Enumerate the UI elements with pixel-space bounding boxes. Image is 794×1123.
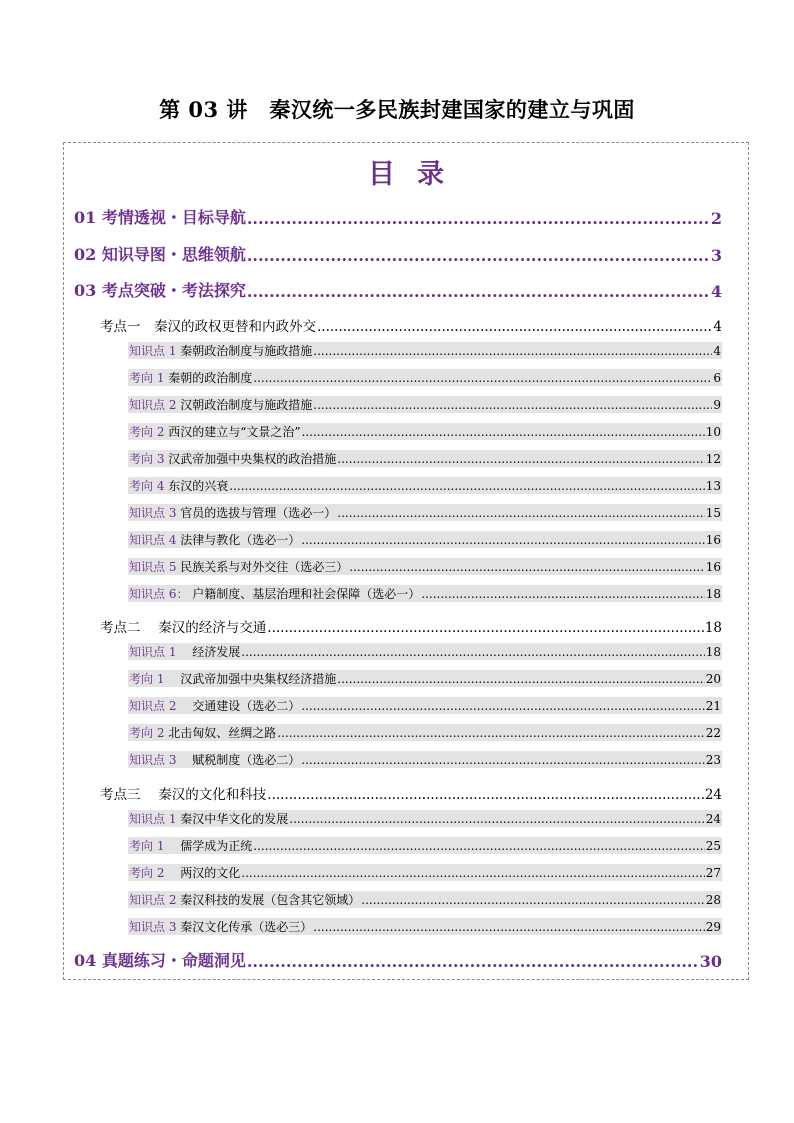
toc-entry-text: 秦朝的政治制度 — [168, 371, 253, 385]
toc-entry-tag: 考向 3 — [129, 452, 169, 466]
toc-entry[interactable] — [128, 724, 722, 741]
toc-entry[interactable] — [100, 313, 722, 335]
toc-entry-label: 考点二 秦汉的经济与交通 — [100, 620, 267, 636]
toc-entry-tag: 知识点 6： — [129, 587, 193, 601]
toc-entry[interactable] — [128, 477, 722, 494]
toc-entry[interactable] — [128, 396, 722, 413]
toc-leader-dots — [241, 866, 704, 880]
toc-entry-tag: 考向 2 — [129, 726, 169, 740]
toc-page-number: 16 — [705, 532, 721, 547]
table-of-contents — [63, 142, 749, 980]
toc-entry-tag: 考向 1 — [129, 839, 169, 853]
toc-entry-tag: 知识点 1 — [129, 812, 181, 826]
toc-leader-dots — [247, 246, 710, 265]
toc-leader-dots — [301, 533, 704, 547]
toc-page-number: 2 — [710, 209, 722, 228]
toc-leader-dots — [247, 952, 699, 971]
toc-entry[interactable] — [74, 947, 722, 971]
toc-page-number: 3 — [710, 246, 722, 265]
toc-entry-label: 02 知识导图・思维领航 — [74, 245, 246, 264]
toc-entry-text: 东汉的兴衰 — [168, 479, 229, 493]
toc-page-number: 13 — [705, 478, 721, 493]
toc-entry-text: 秦汉中华文化的发展 — [180, 812, 289, 826]
toc-entry-tag: 考向 1 — [129, 672, 169, 686]
toc-entry-tag: 知识点 3 — [129, 753, 181, 767]
toc-leader-dots — [301, 699, 704, 713]
toc-entry[interactable] — [128, 670, 722, 687]
toc-entry-text: 经济发展 — [180, 645, 241, 659]
toc-leader-dots — [277, 726, 704, 740]
toc-entry-label — [129, 369, 252, 386]
toc-entry-label — [129, 342, 312, 359]
toc-entry[interactable] — [128, 531, 722, 548]
toc-entry-tag: 知识点 2 — [129, 699, 181, 713]
toc-page-number: 28 — [705, 892, 721, 907]
toc-entry[interactable] — [74, 277, 722, 301]
toc-leader-dots — [337, 672, 704, 686]
toc-leader-dots — [301, 753, 704, 767]
toc-leader-dots — [317, 319, 712, 335]
toc-entry[interactable] — [128, 423, 722, 440]
toc-entry[interactable] — [128, 751, 722, 768]
toc-entry-tag: 考向 2 — [129, 866, 169, 880]
toc-entry-text: 汉武帝加强中央集权经济措施 — [168, 672, 337, 686]
toc-entry-tag: 知识点 4 — [129, 533, 181, 547]
toc-entry-label: 04 真题练习・命题洞见 — [74, 951, 246, 970]
toc-entry-text: 民族关系与对外交往（选必三） — [180, 560, 349, 574]
toc-entry-text: 交通建设（选必二） — [180, 699, 301, 713]
toc-heading: 目录 — [368, 159, 466, 190]
toc-leader-dots — [313, 344, 712, 358]
toc-entry-tag: 知识点 2 — [129, 398, 181, 412]
toc-page-number: 12 — [705, 451, 721, 466]
toc-page-number: 21 — [705, 698, 721, 713]
toc-entry-tag: 知识点 5 — [129, 560, 181, 574]
toc-entry-text: 赋税制度（选必二） — [180, 753, 301, 767]
toc-leader-dots — [229, 479, 704, 493]
toc-leader-dots — [241, 645, 704, 659]
toc-page-number: 6 — [713, 370, 721, 385]
toc-page-number: 15 — [705, 505, 721, 520]
toc-entry-text: 户籍制度、基层治理和社会保障（选必一） — [192, 587, 421, 601]
toc-entry-label — [129, 504, 336, 521]
toc-entry-label: 考点三 秦汉的文化和科技 — [100, 787, 267, 803]
toc-page-number: 18 — [705, 644, 721, 659]
toc-leader-dots — [337, 452, 704, 466]
toc-entry-label — [129, 810, 288, 827]
toc-entry-label: 考点一 秦汉的政权更替和内政外交 — [100, 319, 316, 335]
toc-entry[interactable] — [128, 643, 722, 660]
toc-leader-dots — [421, 587, 704, 601]
toc-page-number: 22 — [705, 725, 721, 740]
toc-leader-dots — [253, 839, 704, 853]
toc-page-number: 4 — [713, 343, 721, 358]
toc-page-number: 10 — [705, 424, 721, 439]
page-title: 第 03 讲 秦汉统一多民族封建国家的建立与巩固 — [159, 97, 635, 122]
toc-page-number: 23 — [705, 752, 721, 767]
toc-page-number: 18 — [704, 620, 722, 636]
toc-entry-label — [129, 643, 240, 660]
toc-entry-label — [129, 864, 240, 881]
toc-page-number: 20 — [705, 671, 721, 686]
toc-entry-tag: 知识点 3 — [129, 920, 181, 934]
toc-entry-label — [129, 751, 300, 768]
toc-page-number: 16 — [705, 559, 721, 574]
toc-entry-tag: 知识点 2 — [129, 893, 181, 907]
toc-leader-dots — [289, 812, 704, 826]
toc-leader-dots — [313, 920, 704, 934]
toc-entry-label — [129, 531, 300, 548]
toc-entry-label — [129, 396, 312, 413]
toc-entry-label: 01 考情透视・目标导航 — [74, 208, 246, 227]
toc-entry-text: 法律与教化（选必一） — [180, 533, 301, 547]
toc-entry[interactable] — [128, 504, 722, 521]
toc-entry-text: 汉朝政治制度与施政措施 — [180, 398, 313, 412]
toc-entry-label — [129, 837, 252, 854]
toc-leader-dots — [247, 282, 710, 301]
toc-entry-text: 秦朝政治制度与施政措施 — [180, 344, 313, 358]
toc-entry-text: 秦汉科技的发展（包含其它领域） — [180, 893, 361, 907]
toc-entry[interactable] — [74, 241, 722, 265]
toc-page-number: 24 — [704, 787, 722, 803]
toc-entry-tag: 知识点 3 — [129, 506, 181, 520]
toc-entry[interactable] — [100, 781, 722, 803]
toc-leader-dots — [361, 893, 704, 907]
toc-entry-label — [129, 670, 336, 687]
toc-entry-label — [129, 697, 300, 714]
toc-entry[interactable] — [100, 614, 722, 636]
toc-page-number: 30 — [699, 952, 722, 971]
toc-entry[interactable] — [128, 450, 722, 467]
toc-entry-label: 03 考点突破・考法探究 — [74, 281, 246, 300]
toc-entry-text: 西汉的建立与“文景之治” — [168, 425, 301, 439]
toc-entry-tag: 考向 1 — [129, 371, 169, 385]
toc-entry[interactable] — [128, 697, 722, 714]
toc-leader-dots — [247, 209, 710, 228]
toc-entry-text: 秦汉文化传承（选必三） — [180, 920, 313, 934]
toc-entry-tag: 知识点 1 — [129, 645, 181, 659]
toc-entry-text: 官员的选拔与管理（选必一） — [180, 506, 337, 520]
toc-page-number: 18 — [705, 586, 721, 601]
toc-page-number: 4 — [713, 319, 722, 335]
toc-leader-dots — [267, 620, 704, 636]
toc-entry-label — [129, 450, 336, 467]
toc-entry-label — [129, 477, 228, 494]
toc-leader-dots — [337, 506, 704, 520]
toc-entry[interactable] — [128, 585, 722, 602]
toc-entry-text: 汉武帝加强中央集权的政治措施 — [168, 452, 337, 466]
toc-page-number: 25 — [705, 838, 721, 853]
toc-entry[interactable] — [128, 864, 722, 881]
toc-leader-dots — [267, 787, 704, 803]
toc-leader-dots — [349, 560, 704, 574]
toc-entry[interactable] — [74, 204, 722, 228]
toc-entry-label — [129, 891, 360, 908]
toc-page-number: 24 — [705, 811, 721, 826]
toc-entry-text: 儒学成为正统 — [168, 839, 253, 853]
toc-entry-label — [129, 558, 348, 575]
toc-page-number: 29 — [705, 919, 721, 934]
toc-entry-tag: 考向 4 — [129, 479, 169, 493]
toc-entry[interactable] — [128, 837, 722, 854]
toc-entry[interactable] — [128, 369, 722, 386]
toc-entry-text: 两汉的文化 — [168, 866, 241, 880]
toc-page-number: 4 — [710, 282, 722, 301]
toc-entry[interactable] — [128, 342, 722, 359]
toc-leader-dots — [302, 425, 705, 439]
toc-entry[interactable] — [128, 558, 722, 575]
toc-entry-label — [129, 423, 301, 440]
toc-entry-label — [129, 724, 276, 741]
toc-page-number: 9 — [713, 397, 721, 412]
toc-entry-label — [129, 918, 312, 935]
toc-entry[interactable] — [128, 918, 722, 935]
toc-entry-label — [129, 585, 420, 602]
toc-entry-text: 北击匈奴、丝绸之路 — [168, 726, 277, 740]
toc-leader-dots — [313, 398, 712, 412]
toc-leader-dots — [253, 371, 712, 385]
toc-page-number: 27 — [705, 865, 721, 880]
toc-entry[interactable] — [128, 891, 722, 908]
toc-entry[interactable] — [128, 810, 722, 827]
toc-entry-tag: 知识点 1 — [129, 344, 181, 358]
toc-entry-tag: 考向 2 — [129, 425, 169, 439]
